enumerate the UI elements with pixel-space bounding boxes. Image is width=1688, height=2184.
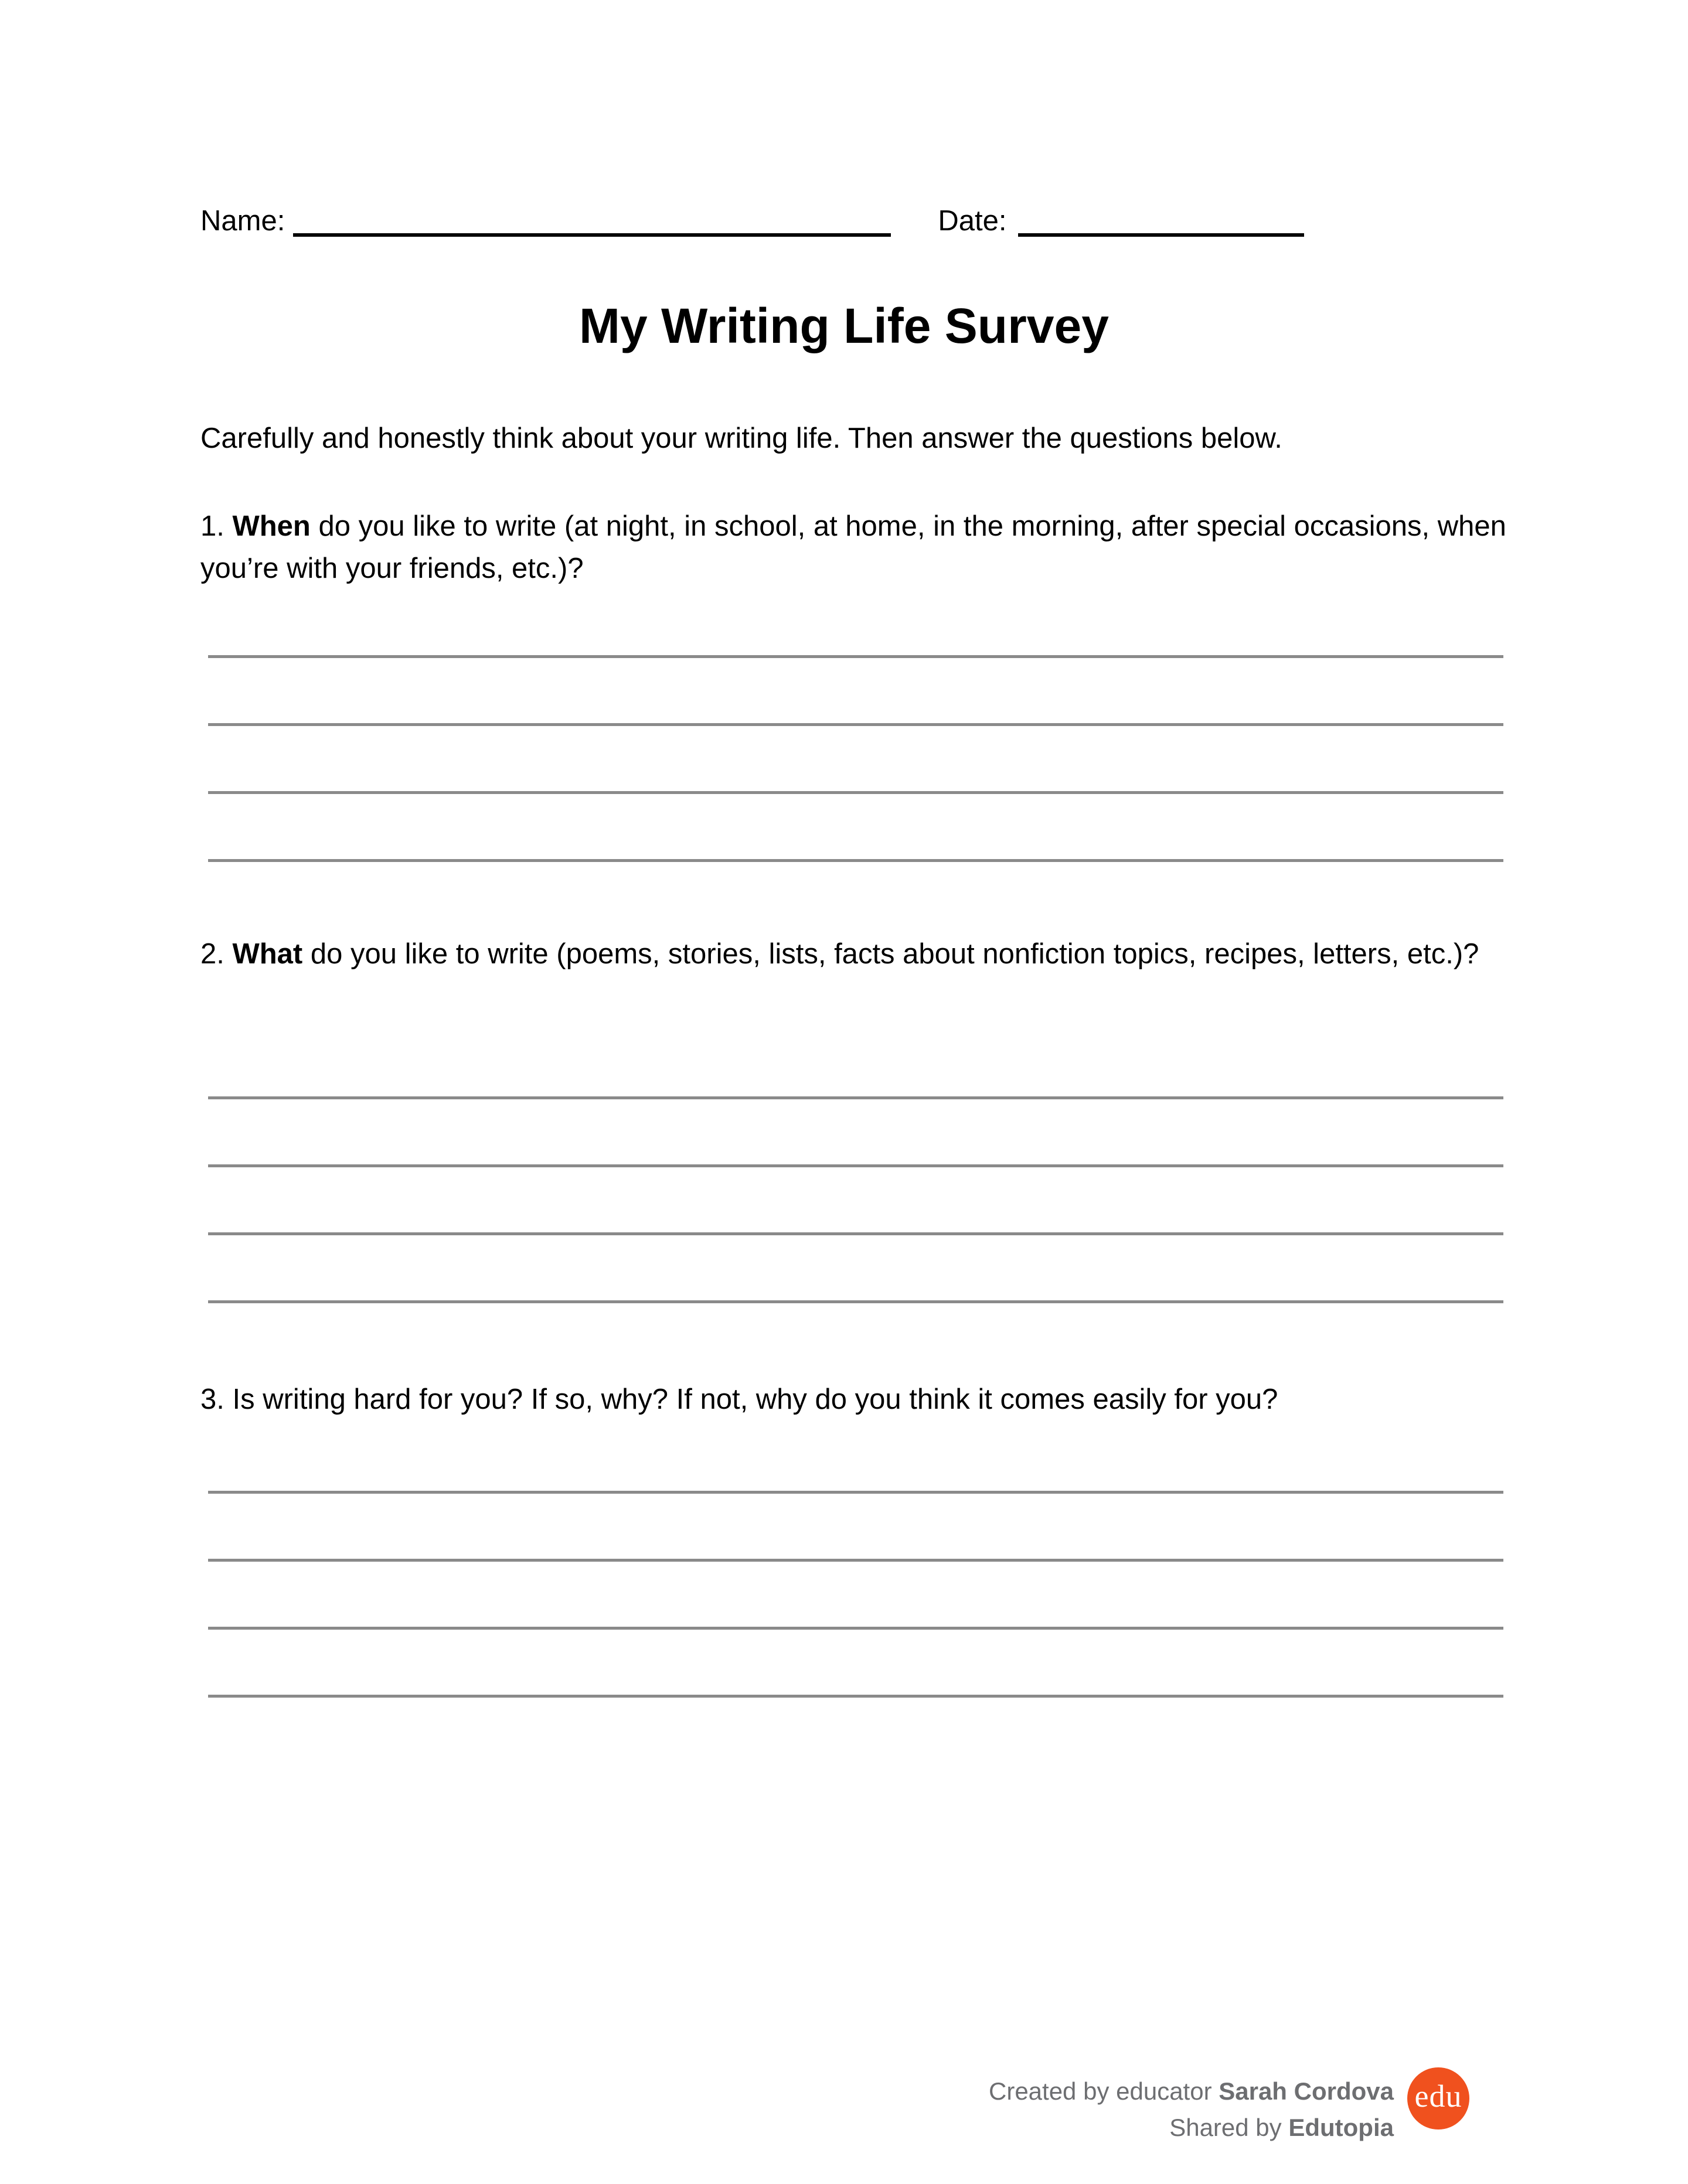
answer-line[interactable]	[208, 1491, 1503, 1494]
answer-line[interactable]	[208, 723, 1503, 726]
answer-line[interactable]	[208, 859, 1503, 862]
question-3-body: Is writing hard for you? If so, why? If not, why do you think it comes easily for you?	[232, 1384, 1278, 1415]
edutopia-logo	[1407, 2067, 1469, 2130]
question-1-answer-area	[208, 655, 1503, 862]
date-label: Date:	[938, 205, 1007, 237]
answer-line[interactable]	[208, 1164, 1503, 1167]
page-title: My Writing Life Survey	[579, 298, 1109, 353]
answer-line[interactable]	[208, 655, 1503, 658]
question-1-number: 1.	[200, 510, 224, 542]
date-blank-line[interactable]	[1018, 233, 1304, 237]
question-2-number: 2.	[200, 938, 224, 970]
created-by-line	[989, 2073, 1394, 2110]
answer-line[interactable]	[208, 1559, 1503, 1562]
answer-line[interactable]	[208, 1096, 1503, 1099]
shared-by-prefix: Shared by	[1169, 2114, 1289, 2141]
question-1-body: do you like to write (at night, in school, at home, in the morning, after special occasions, when you’re with your friends, etc.)?	[200, 510, 1506, 584]
question-2-keyword: What	[232, 938, 303, 970]
creator-name: Sarah Cordova	[1219, 2077, 1394, 2105]
created-by-prefix: Created by educator	[989, 2077, 1219, 2105]
name-date-row	[200, 204, 1506, 238]
answer-line[interactable]	[208, 791, 1503, 794]
question-3-number: 3.	[200, 1384, 224, 1415]
question-2-answer-area	[208, 1096, 1503, 1303]
question-2-body: do you like to write (poems, stories, lists, facts about nonfiction topics, recipes, letters, etc.)?	[310, 938, 1479, 970]
footer-credit	[989, 2073, 1394, 2146]
name-blank-line[interactable]	[293, 233, 891, 237]
answer-line[interactable]	[208, 1695, 1503, 1698]
shared-by-line	[989, 2110, 1394, 2146]
question-3-text	[200, 1378, 1543, 1420]
question-3-answer-area	[208, 1491, 1503, 1698]
question-1-keyword: When	[232, 510, 311, 542]
answer-line[interactable]	[208, 1300, 1503, 1303]
answer-line[interactable]	[208, 1627, 1503, 1630]
answer-line[interactable]	[208, 1232, 1503, 1235]
organization-name: Edutopia	[1288, 2114, 1394, 2141]
question-1-text	[200, 505, 1543, 590]
name-label: Name:	[200, 205, 285, 237]
intro-text: Carefully and honestly think about your writing life. Then answer the questions below.	[200, 423, 1282, 454]
question-2-text	[200, 933, 1543, 975]
edu-logo-text: edu	[1414, 2079, 1462, 2114]
